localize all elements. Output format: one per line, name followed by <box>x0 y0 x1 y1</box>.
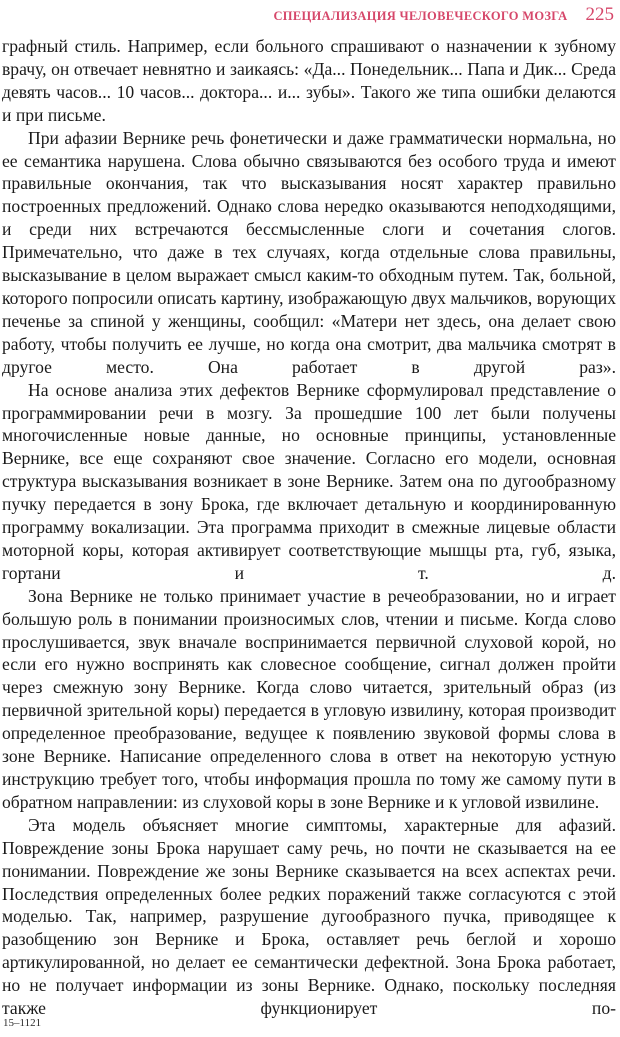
printer-signature: 15–1121 <box>3 1017 42 1029</box>
body-text <box>2 35 616 1020</box>
running-title: СПЕЦИАЛИЗАЦИЯ ЧЕЛОВЕЧЕСКОГО МОЗГА <box>273 9 568 23</box>
paragraph-5: Эта модель объясняет многие симптомы, характерные для афазий. Повреждение зоны Брока нарушает саму речь, но почти не сказывается на ее понимании. Повреждение же зоны Вернике сказывается на всех аспектах речи. Последствия определенных более редких поражений также согласуются с этой моделью. Так, например, разрушение дугообразного пучка, приводящее к разобщению зон Вернике и Брока, оставляет речь беглой и хорошо артикулированной, но делает ее семантически дефектной. Зона Брока работает, но не получает информации из зоны Вернике. Однако, поскольку последняя также функционирует по- <box>2 814 616 1019</box>
paragraph-3: На основе анализа этих дефектов Вернике сформулировал представление о программировании речи в мозгу. За прошедшие 100 лет были получены многочисленные новые данные, но основные принципы, установленные Вернике, все еще сохраняют свое значение. Согласно его модели, основная структура высказывания возникает в зоне Вернике. Затем она по дугообразному пучку передается в зону Брока, где включает детальную и координированную программу вокализации. Эта программа приходит в смежные лицевые области моторной коры, которая активирует соответствующие мышцы рта, губ, языка, гортани и т. д. <box>2 379 616 583</box>
running-head <box>0 4 614 28</box>
page-number: 225 <box>585 4 614 25</box>
paragraph-4: Зона Вернике не только принимает участие в речеобразовании, но и играет большую роль в понимании произносимых слов, чтении и письме. Когда слово прослушивается, звук вначале воспринимается первичной слуховой корой, но если его нужно воспринять как словесное сообщение, сигнал должен пройти через смежную зону Вернике. Когда слово читается, зрительный образ (из первичной зрительной коры) передается в угловую извилину, которая производит определенное преобразование, ведущее к появлению звуковой формы слова в зоне Вернике. Написание определенного слова в ответ на некоторую устную инструкцию требует того, чтобы информация прошла по тому же самому пути в обратном направлении: из слуховой коры в зоне Вернике и к угловой извилине. <box>2 585 616 812</box>
paragraph-1: графный стиль. Например, если больного спрашивают о назначении к зубному врачу, он отвечает невнятно и заикаясь: «Да... Понедельник... Папа и Дик... Среда девять часов... 10 часов... доктора... и... зубы». Такого же типа ошибки делаются и при письме. <box>2 36 616 125</box>
paragraph-2: При афазии Вернике речь фонетически и даже грамматически нормальна, но ее семантика нарушена. Слова обычно связываются без особого труда и имеют правильные окончания, так что высказывания носят характер правильно построенных предложений. Однако слова нередко оказываются неподходящими, и среди них встречаются бессмысленные слоги и сочетания слогов. Примечательно, что даже в тех случаях, когда отдельные слова правильны, высказывание в целом выражает смысл каким-то обходным путем. Так, больной, которого попросили описать картину, изображающую двух мальчиков, ворующих печенье за спиной у женщины, сообщил: «Матери нет здесь, она делает свою работу, чтобы получить ее лучше, но когда она смотрит, два мальчика смотрят в другое место. Она работает в другой раз». <box>2 127 616 377</box>
